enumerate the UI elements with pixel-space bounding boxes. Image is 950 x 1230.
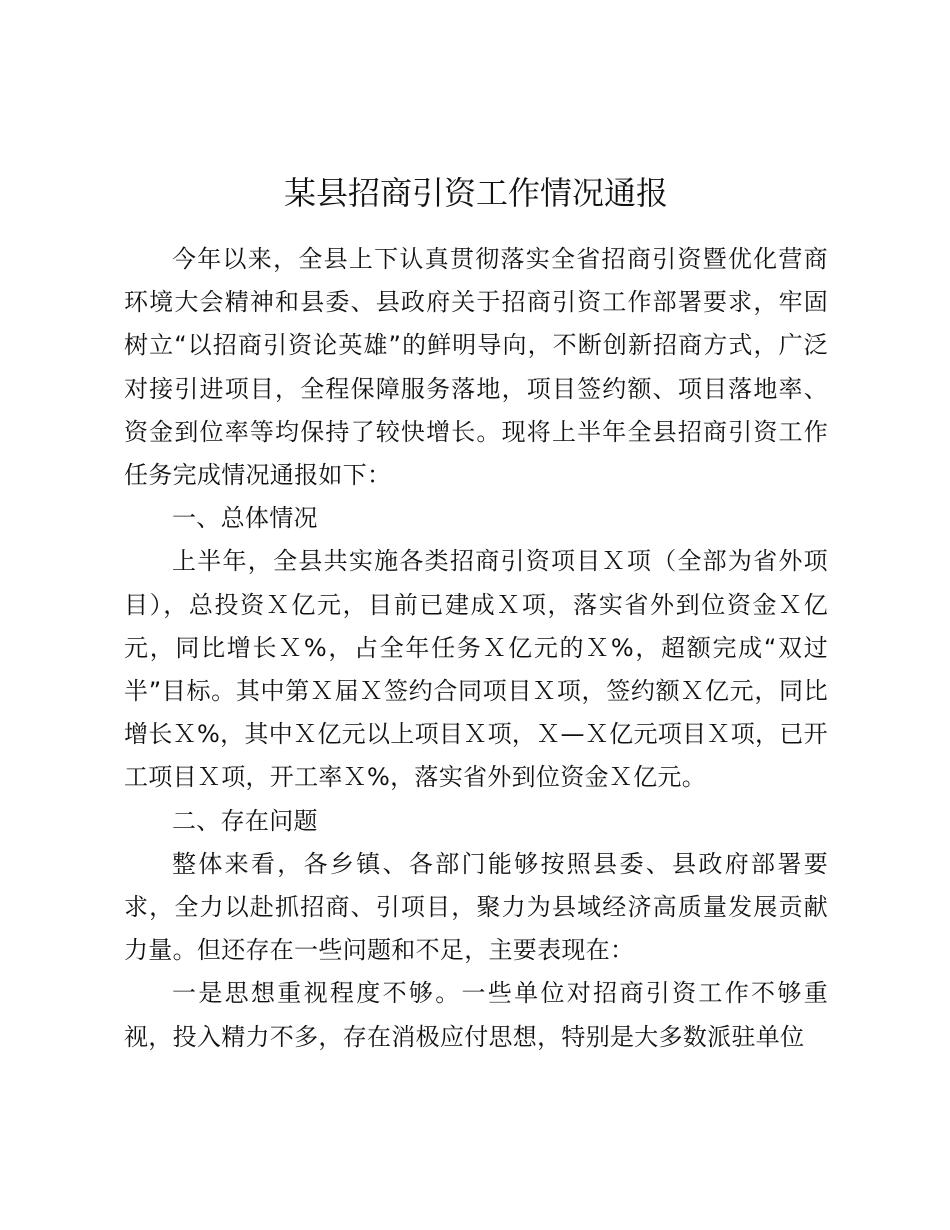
problem-item-paragraph: 一是思想重视程度不够。一些单位对招商引资工作不够重视，投入精力不多，存在消极应付思想，特别是大多数派驻单位: [124, 979, 828, 1051]
document-title: 某县招商引资工作情况通报: [283, 174, 668, 212]
section-heading-problems: 二、存在问题: [172, 806, 318, 835]
document-page: [124, 168, 828, 1059]
intro-paragraph: 今年以来，全县上下认真贯彻落实全省招商引资暨优化营商环境大会精神和县委、县政府关于招商引资工作部署要求，牢固树立“以招商引资论英雄”的鲜明导向，不断创新招商方式，广泛对接引进项目，全程保障服务落地，项目签约额、项目落地率、资金到位率等均保持了较快增长。现将上半年全县招商引资工作任务完成情况通报如下：: [124, 245, 828, 490]
problems-paragraph: 整体来看，各乡镇、各部门能够按照县委、县政府部署要求，全力以赴抓招商、引项目，聚力为县域经济高质量发展贡献力量。但还存在一些问题和不足，主要表现在：: [124, 849, 828, 965]
document-body: [124, 238, 828, 1059]
overview-paragraph: 上半年，全县共实施各类招商引资项目Ｘ项（全部为省外项目），总投资Ｘ亿元，目前已建成Ｘ项，落实省外到位资金Ｘ亿元，同比增长Ｘ%，占全年任务Ｘ亿元的Ｘ%，超额完成“双过半”目标。其中第Ｘ届Ｘ签约合同项目Ｘ项，签约额Ｘ亿元，同比增长Ｘ%，其中Ｘ亿元以上项目Ｘ项，Ｘ—Ｘ亿元项目Ｘ项，已开工项目Ｘ项，开工率Ｘ%，落实省外到位资金Ｘ亿元。: [124, 547, 828, 792]
section-heading-overview: 一、总体情况: [172, 504, 318, 533]
